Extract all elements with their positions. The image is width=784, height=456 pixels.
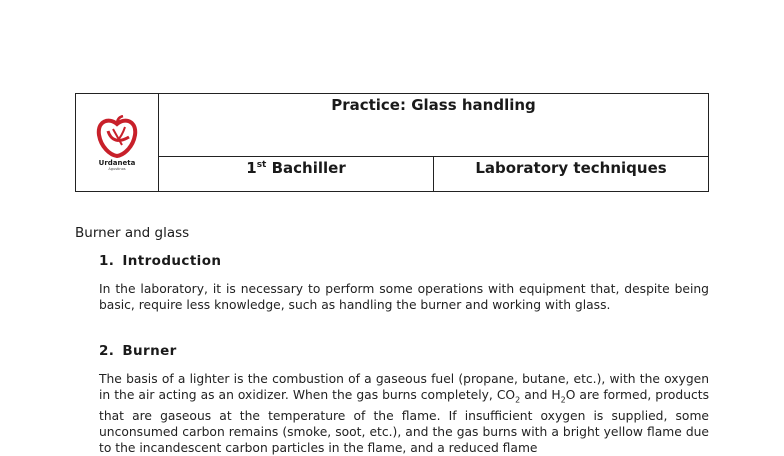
section-title: Burner and glass: [75, 225, 190, 241]
subscript-h2o: 2: [560, 395, 566, 405]
logo-subtitle: Agustinos: [108, 167, 126, 171]
apple-logo-icon: [95, 115, 139, 159]
heading-burner: [99, 343, 177, 359]
heading-title: Burner: [122, 343, 177, 359]
practice-title-text: Practice: Glass handling: [331, 96, 536, 114]
course-superscript: st: [256, 160, 267, 170]
practice-title: [159, 94, 709, 157]
burner-text-part2: and H: [520, 388, 561, 402]
logo-cell: [76, 94, 159, 192]
heading-number: 2.: [99, 343, 115, 359]
course-cell: [159, 157, 434, 192]
subject-text: Laboratory techniques: [475, 159, 667, 177]
heading-title: Introduction: [122, 253, 222, 269]
course-level: Bachiller: [266, 159, 346, 177]
heading-introduction: [99, 253, 221, 269]
subject-cell: [434, 157, 709, 192]
burner-text-part1: The basis of a lighter is the combustion of a gaseous fuel (propane, butane, etc.), with the oxygen in the air acting as an oxidizer. When the gas burns completely, CO: [99, 372, 709, 402]
heading-number: 1.: [99, 253, 115, 269]
burner-text-part3: O are formed, products that are gaseous at the temperature of the flame. If insufficient oxygen is supplied, some unconsumed carbon remains (smoke, soot, etc.), and the gas burns with a bright yellow flame due to the incandescent carbon particles in the flame, and a reduced flame: [99, 388, 710, 456]
document-header-table: [75, 93, 709, 192]
paragraph-introduction: In the laboratory, it is necessary to perform some operations with equipment that, despite being basic, require less knowledge, such as handling the burner and working with glass.: [99, 282, 709, 312]
course-number: 1: [246, 159, 257, 177]
logo-name: Urdaneta: [98, 159, 136, 167]
paragraph-burner: [99, 371, 709, 456]
subscript-co2: 2: [515, 395, 521, 405]
